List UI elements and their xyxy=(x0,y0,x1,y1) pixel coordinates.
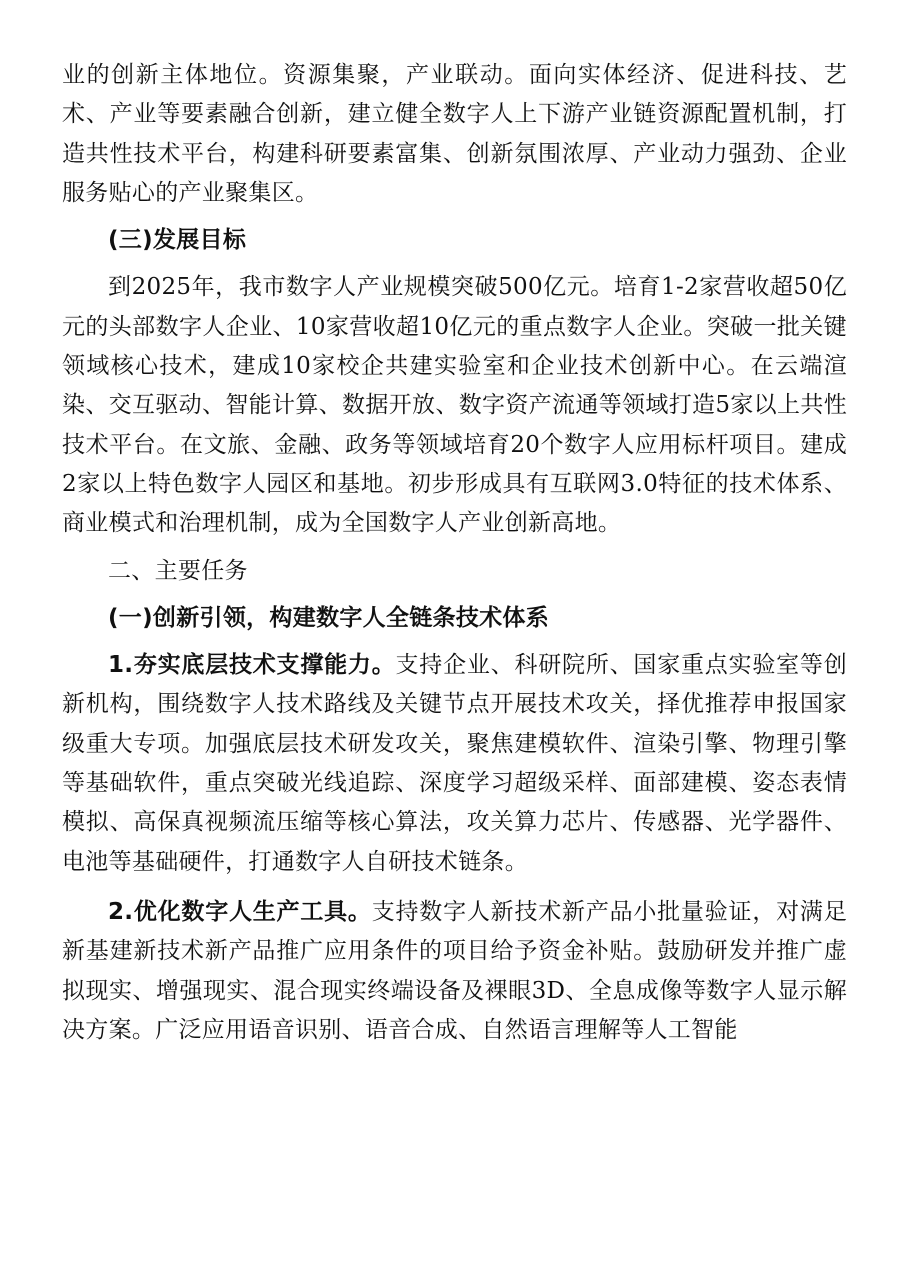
spacer xyxy=(62,213,847,221)
spacer xyxy=(62,638,847,646)
paragraph-goals: 到2025年，我市数字人产业规模突破500亿元。培育1-2家营收超50亿元的头部数字人企业、10家营收超10亿元的重点数字人企业。突破一批关键领域核心技术，建成10家校企共建实验室和企业技术创新中心。在云端渲染、交互驱动、智能计算、数据开放、数字资产流通等领域打造5家以上共性技术平台。在文旅、金融、政务等领域培育20个数字人应用标杆项目。建成2家以上特色数字人园区和基地。初步形成具有互联网3.0特征的技术体系、商业模式和治理机制，成为全国数字人产业创新高地。 xyxy=(62,274,847,537)
paragraph-intro: 业的创新主体地位。资源集聚，产业联动。面向实体经济、促进科技、艺术、产业等要素融合创新，建立健全数字人上下游产业链资源配置机制，打造共性技术平台，构建科研要素富集、创新氛围浓厚、产业动力强劲、企业服务贴心的产业聚集区。 xyxy=(62,62,847,206)
spacer xyxy=(62,882,847,893)
spacer xyxy=(62,591,847,599)
task-item-1 xyxy=(62,646,847,882)
task-item-1-lead: 1.夯实底层技术支撑能力。 xyxy=(108,652,396,679)
section-heading-goals: (三)发展目标 xyxy=(108,227,247,254)
task-item-2-lead: 2.优化数字人生产工具。 xyxy=(108,898,372,925)
task-item-1-body: 支持企业、科研院所、国家重点实验室等创新机构，围绕数字人技术路线及关键节点开展技术攻关，择优推荐申报国家级重大专项。加强底层技术研发攻关，聚焦建模软件、渲染引擎、物理引擎等基础软件，重点突破光线追踪、深度学习超级采样、面部建模、姿态表情模拟、高保真视频流压缩等核心算法，攻关算力芯片、传感器、光学器件、电池等基础硬件，打通数字人自研技术链条。 xyxy=(62,652,848,875)
subsection-heading-innovation: (一)创新引领，构建数字人全链条技术体系 xyxy=(108,604,550,631)
spacer xyxy=(62,544,847,552)
section-heading-main-tasks: 二、主要任务 xyxy=(108,557,248,584)
spacer xyxy=(62,260,847,268)
task-item-2-body: 支持数字人新技术新产品小批量验证，对满足新基建新技术新产品推广应用条件的项目给予资金补贴。鼓励研发并推广虚拟现实、增强现实、混合现实终端设备及裸眼3D、全息成像等数字人显示解决方案。广泛应用语音识别、语音合成、自然语言理解等人工智能 xyxy=(62,898,848,1043)
task-item-2 xyxy=(62,893,847,1050)
